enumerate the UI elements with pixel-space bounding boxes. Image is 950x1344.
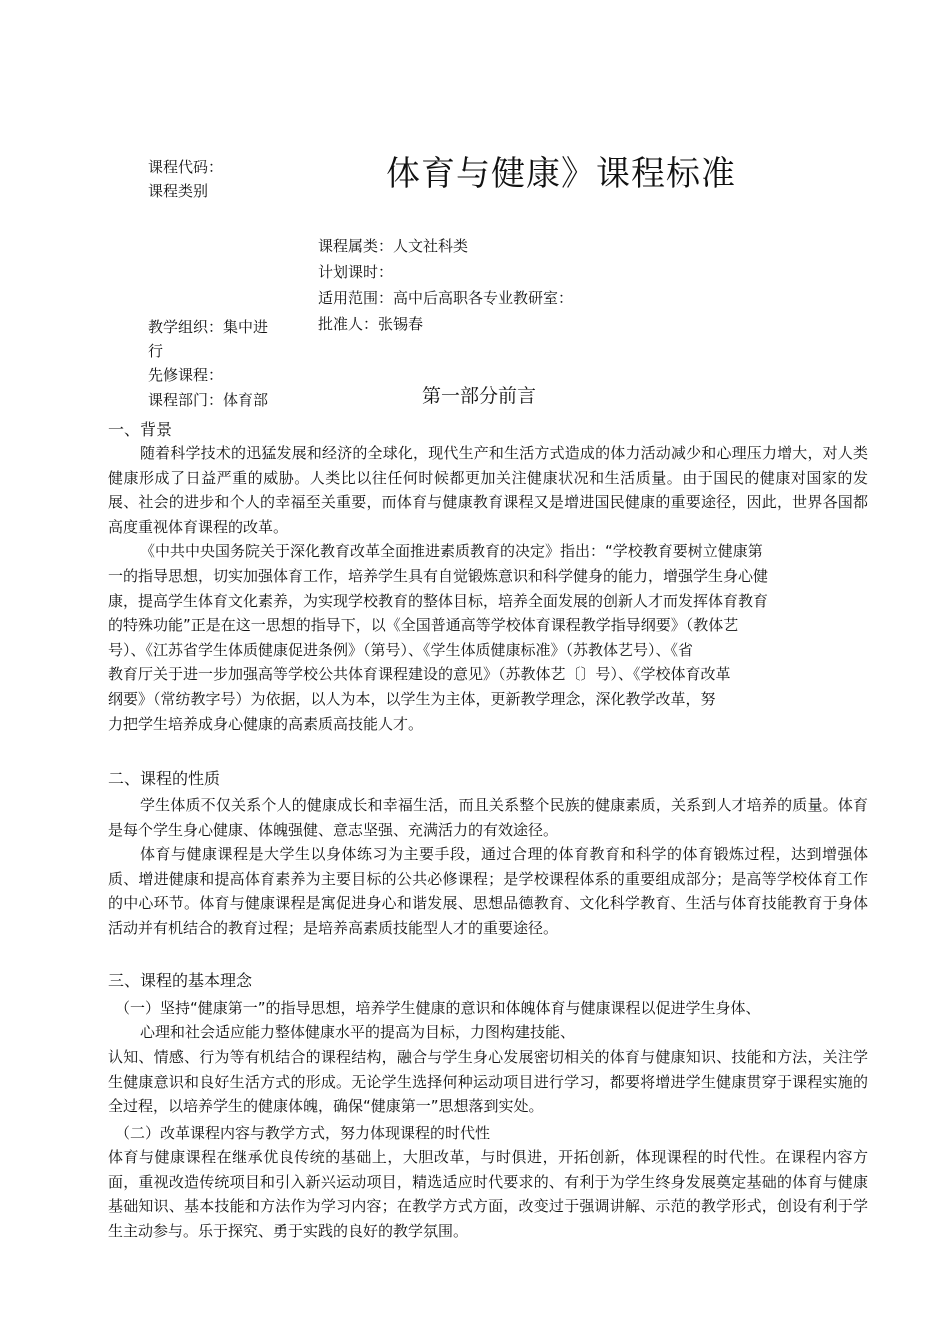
course-category-label: 课程类别 xyxy=(148,182,209,200)
background-paragraph-2-line: 的特殊功能”正是在这一思想的指导下，以《全国普通高等学校体育课程教学指导纲要》（教体艺 xyxy=(108,616,739,635)
background-paragraphs xyxy=(108,441,868,736)
background-paragraph-2-line: 一的指导思想，切实加强体育工作，培养学生具有自觉锻炼意识和科学健身的能力，增强学生身心健 xyxy=(108,566,769,585)
philosophy-item-2-heading: （二）改革课程内容与教学方式，努力体现课程的时代性 xyxy=(115,1124,491,1142)
background-paragraph-2-line: 康，提高学生体育文化素养，为实现学校教育的整体目标，培养全面发展的创新人才而发挥体育教育 xyxy=(108,591,769,610)
background-paragraph-2-line: 《中共中央国务院关于深化教育改革全面推进素质教育的决定》指出：“学校教育要树立健康第 xyxy=(140,542,763,561)
approver: 批准人：张锡春 xyxy=(318,315,424,333)
course-code-label: 课程代码： xyxy=(148,158,224,176)
section-heading-philosophy: 三、课程的基本理念 xyxy=(108,971,253,990)
part-title: 第一部分前言 xyxy=(422,385,537,407)
course-belongs: 课程属类：人文社科类 xyxy=(318,237,469,255)
philosophy-item-2-body-wrap xyxy=(108,1145,868,1243)
background-paragraph-2-line: 力把学生培养成身心健康的高素质高技能人才。 xyxy=(108,714,424,733)
background-paragraph-2-line: 号）、《江苏省学生体质健康促进条例》（第号）、《学生体质健康标准》（苏教体艺号）、《省 xyxy=(108,640,694,659)
philosophy-item-1-body-wrap xyxy=(108,1045,868,1119)
section-heading-background: 一、背景 xyxy=(108,420,173,439)
course-department: 课程部门：体育部 xyxy=(148,391,269,409)
page-title: 体育与健康》课程标准 xyxy=(386,154,736,194)
background-paragraph-1: 随着科学技术的迅猛发展和经济的全球化，现代生产和生活方式造成的体力活动减少和心理压力增大，对人类健康形成了日益严重的威胁。人类比以往任何时候都更加关注健康状况和生活质量。由于国民的健康对国家的发展、社会的进步和个人的幸福至关重要，而体育与健康教育课程又是增进国民健康的重要途径，因此，世界各国都高度重视体育课程的改革。 xyxy=(108,444,868,536)
nature-paragraphs xyxy=(108,793,868,941)
teaching-org-line1: 教学组织：集中进 xyxy=(148,318,269,336)
background-paragraph-2-line: 纲要》（常纺教字号）为依据，以人为本，以学生为主体，更新教学理念，深化教学改革，努 xyxy=(108,689,716,708)
philosophy-item-1-body: 认知、情感、行为等有机结合的课程结构，融合与学生身心发展密切相关的体育与健康知识、技能和方法，关注学生健康意识和良好生活方式的形成。无论学生选择何种运动项目进行学习，都要将增进学生健康贯穿于课程实施的全过程，以培养学生的健康体魄，确保“健康第一”思想落到实处。 xyxy=(108,1048,868,1116)
nature-paragraph-1: 学生体质不仅关系个人的健康成长和幸福生活，而且关系整个民族的健康素质，关系到人才培养的质量。体育是每个学生身心健康、体魄强健、意志坚强、充满活力的有效途径。 xyxy=(108,796,868,839)
planned-hours: 计划课时： xyxy=(318,263,394,281)
section-heading-nature: 二、课程的性质 xyxy=(108,769,221,788)
background-paragraph-2-line: 教育厅关于进一步加强高等学校公共体育课程建设的意见》（苏教体艺〔〕号）、《学校体育改革 xyxy=(108,665,731,684)
philosophy-item-1-heading-cont: 心理和社会适应能力整体健康水平的提高为目标，力图构建技能、 xyxy=(140,1023,576,1041)
teaching-org-line2: 行 xyxy=(148,342,164,360)
prerequisite-course: 先修课程： xyxy=(148,366,224,384)
nature-paragraph-2: 体育与健康课程是大学生以身体练习为主要手段，通过合理的体育教育和科学的体育锻炼过程，达到增强体质、增进健康和提高体育素养为主要目标的公共必修课程；是学校课程体系的重要组成部分；是高等学校体育工作的中心环节。体育与健康课程是寓促进身心和谐发展、思想品德教育、文化科学教育、生活与体育技能教育于身体活动并有机结合的教育过程；是培养高素质技能型人才的重要途径。 xyxy=(108,845,868,937)
philosophy-item-1-heading: （一）坚持“健康第一”的指导思想，培养学生健康的意识和体魄体育与健康课程以促进学生身体、 xyxy=(115,999,761,1017)
philosophy-item-2-body: 体育与健康课程在继承优良传统的基础上，大胆改革，与时俱进，开拓创新，体现课程的时代性。在课程内容方面，重视改造传统项目和引入新兴运动项目，精选适应时代要求的、有利于为学生终身发展奠定基础的体育与健康基础知识、基本技能和方法作为学习内容；在教学方式方面，改变过于强调讲解、示范的教学形式，创设有利于学生主动参与。乐于探究、勇于实践的良好的教学氛围。 xyxy=(108,1148,868,1240)
applicable-scope: 适用范围：高中后高职各专业教研室： xyxy=(318,289,574,307)
